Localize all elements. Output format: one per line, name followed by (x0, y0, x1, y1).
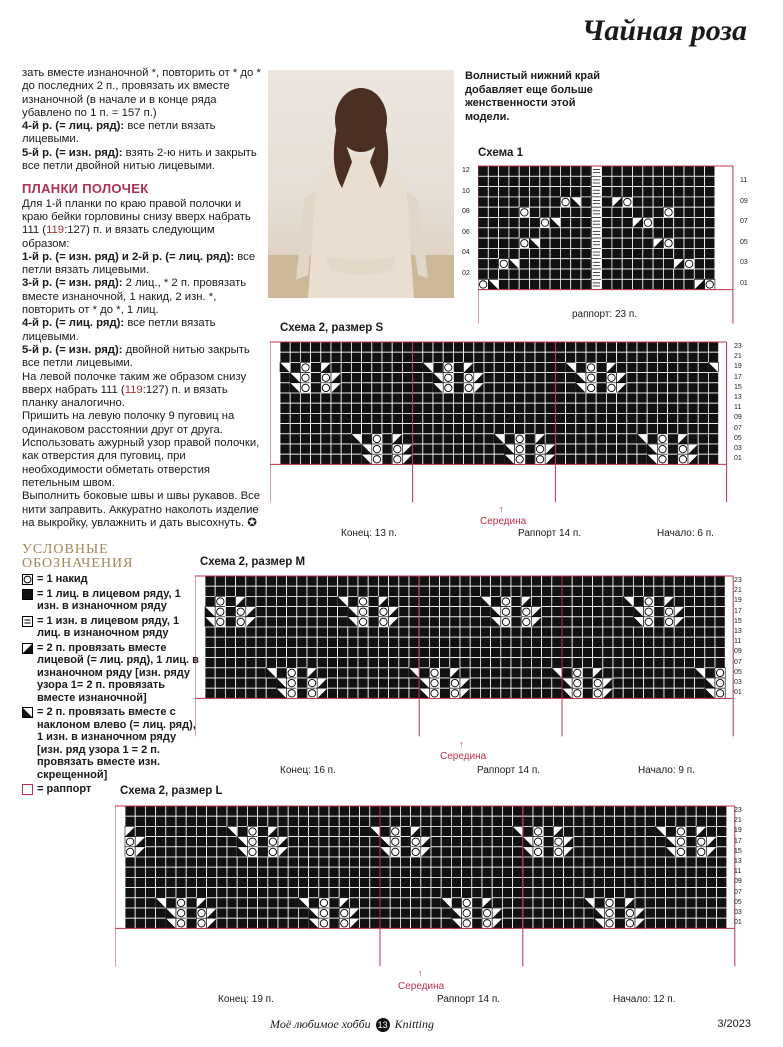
chart-title: Схема 2, размер S (280, 322, 384, 334)
instruction-row: 4-й р. (= лиц. ряд): все петли вязать лицевыми. (22, 120, 216, 146)
paragraph: Использовать ажурный узор правой полочки, как отверстия для пуговиц, при необходимости обметать отверстия петельным швом. (22, 437, 260, 489)
legend-title: ОБОЗНАЧЕНИЯ (22, 556, 134, 571)
row-number: 13 (734, 628, 742, 635)
center-arrow-icon: ↑ (499, 504, 504, 514)
end-label: Конец: 16 п. (280, 765, 336, 776)
instructions-column (22, 67, 262, 530)
start-label: Начало: 6 п. (657, 528, 714, 539)
row-number: 23 (734, 343, 742, 350)
row-number: 21 (734, 587, 742, 595)
end-mark-icon: ✪ (247, 516, 257, 529)
photo-caption: Волнистый нижний край добавляет еще больше женственности этой модели. (465, 70, 601, 123)
center-label: Середина (480, 516, 527, 527)
row-number: 01 (734, 919, 742, 927)
row-number: 05 (734, 434, 742, 442)
scheme-1-chart (478, 147, 738, 322)
center-arrow-icon: ↑ (418, 968, 423, 978)
row-number: 21 (734, 817, 742, 825)
row-number: 09 (734, 414, 742, 422)
legend-item: = 2 п. провязать вместе с наклоном влево (= лиц. ряд), 1 изн. в изнаночном ряду [изн. ряд узора 1 = 2 п. провязать вместе изн. скрещенной] (22, 706, 202, 781)
scheme-1-grid (478, 164, 738, 324)
instruction-row: 4-й р. (= лиц. ряд): все петли вязать лицевыми. (22, 317, 216, 343)
end-label: Конец: 13 п. (341, 528, 397, 539)
chart-title: Схема 2, размер M (200, 556, 306, 568)
k2tog-icon (22, 643, 33, 654)
row-number: 01 (734, 455, 742, 463)
center-label: Середина (440, 751, 487, 762)
row-number: 15 (734, 617, 742, 625)
legend-item: = 1 изн. в лицевом ряду, 1 лиц. в изнаночном ряду (22, 615, 202, 640)
paragraph: Пришить на левую полочку 9 пуговиц на одинаковом расстоянии друг от друга. (22, 410, 235, 436)
row-number: 19 (734, 363, 742, 371)
row-number: 06 (462, 228, 470, 236)
row-number: 03 (734, 909, 742, 916)
ssk-icon (22, 707, 33, 718)
row-number: 02 (462, 270, 470, 277)
row-number: 17 (734, 607, 742, 615)
row-number: 01 (740, 280, 748, 287)
left-placket-text: На левой полочке таким же образом снизу вверх набрать 111 (119:127) п. и вязать планку аналогично. (22, 370, 247, 410)
row-number: 09 (734, 648, 742, 656)
intro-text: зать вместе изнаночной *, повторить от * до * до последних 2 п., провязать их вместе изнаночной (в начале и в конце ряда убавлено по 1 п. = 157 п.) (22, 67, 261, 119)
center-label: Середина (398, 981, 445, 992)
legend-item: = 1 лиц. в лицевом ряду, 1 изн. в изнаночном ряду (22, 588, 202, 613)
knit-stitch-icon (22, 589, 33, 600)
section-heading: ПЛАНКИ ПОЛОЧЕК (22, 181, 149, 197)
legend (22, 543, 202, 796)
row-number: 05 (734, 898, 742, 906)
instruction-row: 3-й р. (= изн. ряд): 2 лиц., * 2 п. провязать вместе изнаночной, 1 накид, 2 изн. *, повторить от * до *, 1 лиц. (22, 277, 247, 317)
scheme-2-s-grid (270, 340, 740, 545)
repeat-box-icon (22, 784, 33, 795)
center-arrow-icon: ↑ (459, 739, 464, 749)
row-number: 15 (734, 383, 742, 391)
legend-title: УСЛОВНЫЕ (22, 542, 109, 557)
footer: Моё любимое хобби 13 Knitting (270, 1017, 434, 1031)
row-number: 15 (734, 847, 742, 855)
scheme-2-m-grid (195, 574, 740, 779)
paragraph: Выполнить боковые швы и швы рукавов. Все нити заправить. Аккуратно наколоть изделие на выкройку, увлажнить и дать высохнуть. ✪ (22, 490, 261, 529)
repeat-label: Раппорт 14 п. (437, 994, 501, 1005)
row-number: 08 (462, 208, 470, 216)
row-number: 04 (462, 249, 470, 257)
issue-number: 3/2023 (717, 1018, 751, 1030)
row-number: 03 (734, 445, 742, 452)
row-number: 09 (740, 197, 748, 205)
row-number: 23 (734, 577, 742, 584)
start-label: Начало: 9 п. (638, 765, 695, 776)
row-number: 01 (734, 689, 742, 697)
row-number: 09 (734, 878, 742, 886)
planki-intro: Для 1-й планки по краю правой полочки и краю бейки горловины снизу вверх набрать 111 (119:127) п. и вязать следующим образом: (22, 197, 251, 250)
instruction-row: 5-й р. (= изн. ряд): двойной нитью закрыть все петли лицевыми. (22, 343, 250, 370)
legend-item: = раппорт (22, 783, 202, 796)
repeat-label: Раппорт 14 п. (518, 528, 582, 539)
row-number: 19 (734, 597, 742, 605)
model-photo (268, 70, 454, 298)
row-number: 11 (734, 638, 742, 646)
row-number: 11 (734, 868, 742, 876)
row-number: 12 (462, 167, 470, 174)
start-label: Начало: 12 п. (613, 994, 676, 1005)
row-number: 07 (734, 658, 742, 666)
legend-item: = 2 п. провязать вместе лицевой (= лиц. ряд), 1 лиц. в изнаночном ряду [изн. ряду узора 1= 2 п. провязать вместе изнаночной] (22, 642, 202, 705)
row-number: 19 (734, 827, 742, 835)
yarn-over-icon (22, 574, 33, 585)
row-number: 10 (462, 187, 470, 195)
row-number: 13 (734, 858, 742, 865)
row-number: 11 (740, 177, 748, 184)
end-label: Конец: 19 п. (218, 994, 274, 1005)
row-number: 05 (740, 238, 748, 246)
row-number: 17 (734, 373, 742, 381)
chart-title: Схема 1 (478, 147, 524, 159)
page-title: Чайная роза (581, 14, 747, 47)
row-number: 03 (740, 259, 748, 267)
row-number: 03 (734, 679, 742, 686)
row-number: 07 (734, 424, 742, 432)
scheme-2-l-grid (115, 804, 740, 1004)
page-number: 13 (377, 1020, 388, 1030)
row-number: 13 (734, 394, 742, 401)
instruction-row: 5-й р. (= изн. ряд): взять 2-ю нить и закрыть все петли двойной нитью лицевыми. (22, 146, 257, 173)
row-number: 17 (734, 837, 742, 845)
row-number: 05 (734, 668, 742, 676)
row-number: 07 (734, 888, 742, 896)
row-number: 23 (734, 807, 742, 814)
repeat-label: Раппорт 14 п. (477, 765, 541, 776)
chart-title: Схема 2, размер L (120, 785, 223, 797)
instruction-row: 1-й р. (= изн. ряд) и 2-й р. (= лиц. ряд): все петли вязать лицевыми. (22, 250, 256, 277)
legend-item: = 1 накид (22, 573, 202, 586)
row-number: 11 (734, 404, 742, 412)
purl-stitch-icon (22, 616, 33, 627)
row-number: 07 (740, 218, 748, 226)
scheme-1-repeat-label: раппорт: 23 п. (572, 309, 638, 320)
row-number: 21 (734, 353, 742, 361)
